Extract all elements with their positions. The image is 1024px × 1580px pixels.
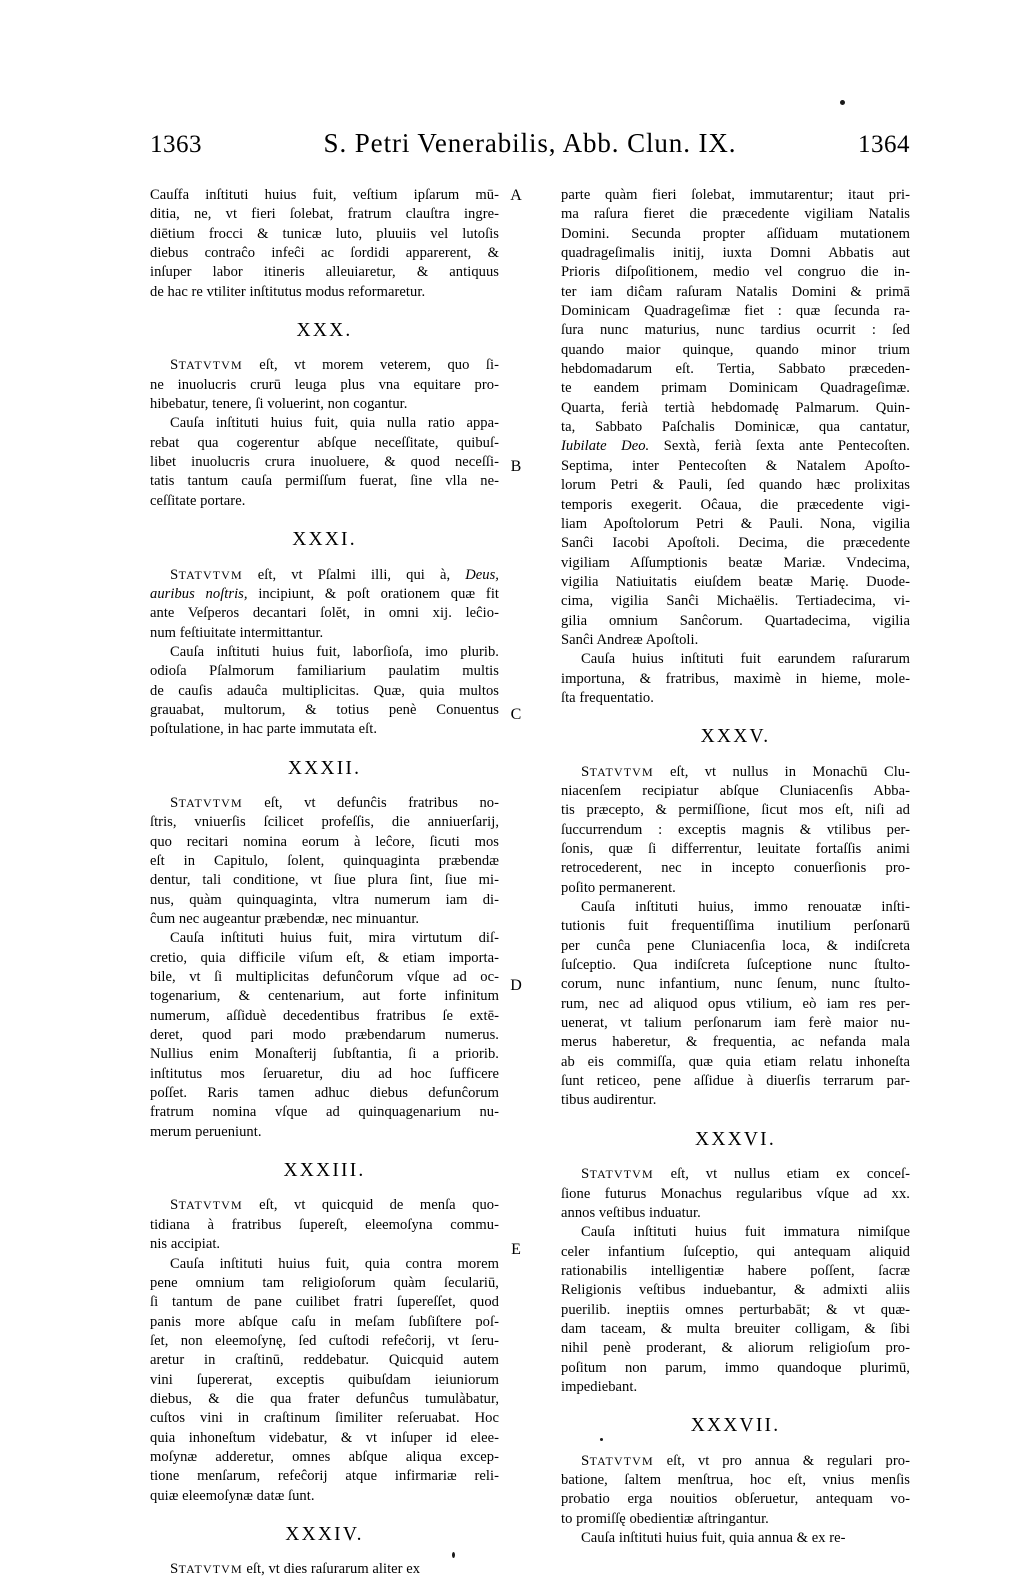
text-line: annos veſtibus induatur. — [561, 1204, 701, 1221]
text-line: Religionis veſtibus induebantur, & admixti aliis — [561, 1282, 910, 1299]
text-line: STATVTVM eſt, vt dies raſurarum aliter ex — [170, 1561, 421, 1578]
text-line: vigiliam Aſſumptionis beatæ Mariæ. Vndecima, — [561, 554, 910, 571]
drop-capital: S — [170, 566, 179, 583]
text-line: ſione futurus Monachus regularibus vſque ad xx. — [561, 1185, 910, 1202]
chapter-number: XXXI. — [292, 529, 357, 551]
text-line: ſet, non eleemoſynę, ſed cuſtodi refeĉorij, vt ſeru- — [150, 1332, 499, 1349]
text-line: moſynæ adderetur, omnes abſque aliqua excep- — [150, 1448, 499, 1465]
text-line: num feſtiuitate intermittantur. — [150, 624, 324, 641]
chapter-number: XXXIII. — [283, 1160, 366, 1182]
small-caps-incipit: STATVTVM — [581, 763, 654, 780]
text-line: poſito permanerent. — [561, 879, 676, 896]
text-line: ab eis commiſſa, quæ quia etiam relatu inhoneſta — [561, 1053, 910, 1070]
text-line: Cauſfa inſtituti huius fuit, veſtium ipſarum mū- — [150, 187, 499, 203]
vertical-space — [150, 550, 499, 566]
text-line: importuna, & fratribus, maximè in hieme, mole- — [561, 670, 910, 687]
text-line: STATVTVM eſt, vt nullus in Monachū Clu- — [581, 763, 911, 780]
text-line: ſta frequentatio. — [561, 689, 654, 706]
text-line: ſunt reticeo, pene aſſidue à diuerſis terrarum par- — [561, 1073, 910, 1090]
text-line: nihil penè proderant, & aliorum religioſum pro- — [561, 1340, 910, 1357]
text-line: diebus, & die qua frater defunĉus tumulàbatur, — [150, 1390, 499, 1407]
text-line: merus haberetur, & frequentia, ac nefanda mala — [561, 1034, 910, 1051]
text-line: temporis exegerit. Oĉaua, die præcedente vigi- — [561, 496, 910, 513]
vertical-space — [561, 1397, 910, 1416]
text-line: fratrum nomina vſque ad quinquagenarium nu- — [150, 1104, 499, 1121]
ink-speck-mid — [600, 1438, 603, 1441]
text-line: rum, nec ad aliquod opus vtilium, eò iam res per- — [561, 995, 910, 1012]
chapter-number: XXXVII. — [690, 1415, 781, 1437]
chapter-number: XXXV. — [700, 726, 771, 748]
running-head — [150, 128, 910, 172]
text-line: ne inuolucris crurū leuga plus vna equitare pro- — [150, 376, 499, 393]
italic-quotation: Iubilate Deo. — [561, 438, 650, 455]
text-line: Septima, inter Pentecoſten & Natalem Apoſto- — [561, 457, 910, 474]
text-line: tione menſarum, refeĉorij atque infirmariæ reli- — [150, 1468, 499, 1485]
text-line: vini ſupererat, exceptis quibuſdam ieiuniorum — [150, 1371, 499, 1388]
drop-capital: S — [170, 794, 179, 811]
text-line: tibus audirentur. — [561, 1092, 657, 1109]
text-line: Iubilate Deo. Sextà, ferià ſexta ante Pentecoſten. — [561, 438, 910, 455]
text-line: Cauſa inſtituti huius fuit immatura nimiſque — [581, 1224, 910, 1241]
drop-capital: S — [581, 1452, 590, 1469]
text-line: panis more abſque caſu in meſam ſubſiſtere poſ- — [150, 1313, 499, 1330]
text-line: ſtris, vniuerſis ſcilicet profeſſis, die anniuerſarij, — [150, 814, 499, 831]
chapter-number: XXXIV. — [285, 1523, 364, 1545]
text-line: ſura nunc maturius, nunc tardius ocurrit : ſed — [561, 322, 910, 339]
text-line: Sanĉi Andreæ Apoſtoli. — [561, 631, 699, 648]
small-caps-incipit: STATVTVM — [170, 1561, 243, 1578]
marginal-reference-letter: C — [510, 706, 522, 723]
vertical-space — [150, 1506, 499, 1525]
text-line: STATVTVM eſt, vt defunĉis fratribus no- — [170, 794, 499, 811]
text-line: rationabilis intelligentiæ habere poſſent, ſacræ — [561, 1262, 910, 1279]
text-line: Domini. Secunda propter aſſiduam mutationem — [561, 225, 910, 242]
text-line: pene omnium tam religioſorum quàm ſeculariū, — [150, 1274, 499, 1291]
text-line: te eandem primam Dominicam Quadrageſimæ. — [561, 380, 910, 397]
text-line: odioſa Pſalmorum familiarium paulatim multis — [150, 663, 499, 680]
text-line: cretio, quia difficile viſum eſt, & etiam importa- — [150, 949, 499, 966]
text-line: Prioris diſpoſitionem, medio vel congruo die in- — [561, 264, 910, 281]
text-line: Dominicam Quadrageſimæ fiet : quæ ſecunda ra- — [561, 303, 910, 320]
vertical-space — [150, 1180, 499, 1196]
vertical-space — [150, 302, 499, 321]
text-line: quando maior quinque, quando minor trium — [561, 341, 910, 358]
text-line: ta, Sabbato Paſchalis Dominicæ, qua cantatur, — [561, 419, 910, 436]
text-line: tis præcepto, & permiſſione, ſicut mos eſt, niſi ad — [561, 802, 910, 819]
text-line: quiæ eleemoſynæ datæ ſunt. — [150, 1487, 315, 1504]
text-line: quo recitari nomina eorum à leĉore, ſicuti mos — [150, 833, 499, 850]
text-line: corum, nunc infantium, nunc ſenum, nunc ſtulto- — [561, 976, 910, 993]
vertical-space — [561, 1111, 910, 1130]
text-line: ma raſura fieret die præcedente vigiliam Natalis — [561, 206, 910, 223]
text-line: quadrageſimalis initij, iuxta Domni Abbatis aut — [561, 245, 910, 262]
text-line: rebat qua cogerentur abſque neceſſitate, quibuſ- — [150, 434, 499, 451]
text-line: Cauſa inſtituti huius fuit, quia nulla ratio appa- — [170, 415, 499, 432]
small-caps-incipit: STATVTVM — [170, 1197, 243, 1214]
drop-capital: S — [581, 763, 590, 780]
text-line: poſtulatione, in hac parte immutata eſt. — [150, 721, 378, 738]
text-line: probatio erga nouitios obſeruetur, antequam vo- — [561, 1491, 910, 1508]
text-line: ceſſitate portare. — [150, 492, 246, 509]
vertical-space — [150, 340, 499, 356]
text-line: batione, ſaltem menſtrua, hoc eſt, vnius menſis — [561, 1471, 910, 1488]
text-line: ĉum nec augeantur præbendæ, nec minuantur. — [150, 911, 420, 927]
text-line: Sanĉi Iacobi Apoſtoli. Decima, die præcedente — [561, 535, 910, 552]
vertical-space — [561, 1149, 910, 1165]
text-line: poſitum non parum, immo quandoque plurimū, — [561, 1359, 910, 1376]
text-line: poſſet. Raris tamen adhuc diebus defunĉorum — [150, 1085, 499, 1102]
vertical-space — [150, 511, 499, 530]
text-line: STATVTVM eſt, vt quicquid de menſa quo- — [170, 1197, 499, 1214]
chapter-number: XXX. — [296, 320, 353, 342]
text-line: Cauſa inſtituti huius, immo renouatæ inſti- — [581, 899, 910, 916]
text-line: per cunĉa pene Cluniacenſia loca, & indiſcreta — [561, 937, 910, 954]
text-line: ſuccurrendum : exceptis magnis & vtilibus per- — [561, 821, 910, 838]
text-line: ſi tantum de pane cuilibet fratri ſupereſſet, quod — [150, 1294, 499, 1311]
vertical-space — [561, 1436, 910, 1452]
text-line: togenarium, & centenarium, aut forte infinitum — [150, 988, 499, 1005]
small-caps-incipit: STATVTVM — [581, 1452, 654, 1469]
text-line: puerilib. ineptiis omnes perturbabāt; & vt quæ- — [561, 1301, 910, 1318]
text-line: retrocederent, nec in incepto conuerſionis pro- — [561, 860, 910, 877]
text-line: eſt in Capitulo, ſolent, quinquaginta præbendæ — [150, 852, 499, 869]
small-caps-incipit: STATVTVM — [170, 566, 243, 583]
text-line: impediebant. — [561, 1378, 638, 1395]
ink-speck-footer — [452, 1552, 455, 1558]
text-line: tatis tantum cauſa permiſſum fuerat, ſine vlla ne- — [150, 473, 499, 490]
text-line: hebdomadarum eſt. Tertia, Sabbato præceden- — [561, 361, 910, 378]
small-caps-incipit: STATVTVM — [170, 357, 243, 374]
chapter-number: XXXVI. — [695, 1128, 776, 1150]
drop-capital: S — [170, 1197, 179, 1214]
drop-capital: S — [170, 1561, 179, 1578]
text-line: lorum Petri & Pauli, ſed quando hæc prolixitas — [561, 477, 910, 494]
vertical-space — [150, 1142, 499, 1161]
vertical-space — [561, 708, 910, 727]
text-line: inſtitutus mos ſeruaretur, diu ad hoc ſufficere — [150, 1065, 499, 1082]
text-line: Quarta, ferià tertià hebdomadę Palmarum. Quin- — [561, 399, 910, 416]
text-line: Cauſa inſtituti huius fuit, quia contra morem — [170, 1255, 499, 1272]
text-line: parte quàm fieri ſolebat, immutarentur; itaut pri- — [561, 187, 910, 203]
text-line: uenerat, vt talium perſonarum iam ferè maior nu- — [561, 1015, 910, 1032]
text-line: hibebatur, tenere, ſi voluerint, non cogantur. — [150, 396, 408, 413]
text-line: STATVTVM eſt, vt morem veterem, quo ſi- — [170, 357, 500, 374]
chapter-number: XXXII. — [287, 757, 362, 779]
text-line: ter iam diĉam raſuram Natalis Domini & primā — [561, 283, 910, 300]
text-line: quia inhoneſtum videbatur, & vt inſuper id elee- — [150, 1429, 499, 1446]
marginal-reference-letter: D — [510, 977, 522, 994]
text-line: nis accipiat. — [150, 1236, 221, 1253]
text-line: Cauſa inſtituti huius fuit, laborſioſa, imo plurib. — [170, 643, 499, 660]
text-line: tidiana à fratribus ſupereſt, eleemoſyna commu- — [150, 1216, 499, 1233]
text-line: dentur, tali conditione, vt ſiue plura ſint, ſiue mi- — [150, 872, 499, 889]
folio-number-left: 1363 — [150, 131, 202, 158]
text-line: gilia omnium Sanĉorum. Quartadecima, vigilia — [561, 612, 910, 629]
text-line: de hac re vtiliter inſtitutus modus reformaretur. — [150, 283, 426, 300]
text-line: numerum, aſſiduè decedentibus fratribus ſe extē- — [150, 1007, 499, 1024]
vertical-space — [150, 740, 499, 759]
folio-number-right: 1364 — [858, 131, 910, 158]
text-line: auribus noſtris, incipiunt, & poſt orationem quæ fit — [150, 585, 499, 602]
marginal-reference-letter: B — [510, 458, 522, 475]
drop-capital: S — [170, 357, 179, 374]
text-line: cima, vigilia Sanĉi Michaëlis. Tertiadecima, vi- — [561, 593, 910, 610]
text-line: deret, quod pari modo præbendarum numerus. — [150, 1027, 499, 1044]
text-line: diētium frocci & tunicæ luto, pluuiis vel lutoſis — [150, 225, 499, 242]
text-line: ante Veſperos decantari ſolĕt, in omni xij. leĉio- — [150, 605, 499, 622]
text-line: celer infantium ſuſceptio, qui antequam aliquid — [561, 1243, 910, 1260]
vertical-space — [150, 1544, 499, 1560]
vertical-space — [150, 778, 499, 794]
text-line: aretur in craſtinū, reddebatur. Quicquid autem — [150, 1352, 499, 1369]
text-line: Cauſa inſtituti huius fuit, mira virtutum diſ- — [170, 930, 499, 947]
text-column-right — [561, 186, 910, 1548]
text-line: STATVTVM eſt, vt Pſalmi illi, qui à, Deus, — [170, 566, 499, 583]
text-line: dam taceam, & multa breuiter colligam, & ſibi — [561, 1320, 910, 1337]
text-line: Cauſa inſtituti huius fuit, quia annua & ex re- — [581, 1530, 846, 1546]
text-line: STATVTVM eſt, vt nullus etiam ex conceſ- — [581, 1166, 911, 1183]
text-line: ſuſceptio. Qua indiſcreta ſuſceptione nunc ſtulto- — [561, 957, 910, 974]
text-line: STATVTVM eſt, vt pro annua & regulari pro- — [581, 1452, 910, 1469]
text-line: diebus contraĉo infeĉi ac ſordidi apparerent, & — [150, 245, 499, 262]
text-line: libet inuolucris crura inuoluere, & quod neceſſi- — [150, 454, 499, 471]
text-column-left — [150, 186, 499, 1580]
text-line: grauabat, multorum, & totius penè Conuentus — [150, 701, 499, 718]
text-line: bile, vt ſi multiplicitas defunĉorum vſque ad oc- — [150, 969, 499, 986]
text-line: ſonis, quæ ſi differrentur, leuitate fortaſſis animi — [561, 841, 910, 857]
text-line: to promiſſę obedientiæ aſtringantur. — [561, 1510, 769, 1527]
text-line: de cauſis adauĉa multiplicitas. Quæ, quia multos — [150, 682, 499, 699]
text-line: ditia, ne, vt fieri ſolebat, fratrum clauſtra ingre- — [150, 206, 499, 223]
text-line: liam Apoſtolorum Petri & Pauli. Nona, vigilia — [561, 515, 910, 532]
marginal-reference-letter: E — [511, 1241, 521, 1258]
text-line: cuſtos vini in craſtinum ſimiliter reſeruabat. Hoc — [150, 1410, 499, 1427]
text-line: Nullius enim Monaſterij ſubſtantia, ſi a priorib. — [150, 1046, 499, 1063]
text-line: vigilia Natiuitatis eiuſdem beatæ Marię. Duode- — [561, 573, 910, 590]
small-caps-incipit: STATVTVM — [170, 794, 243, 811]
text-line: merum perueniunt. — [150, 1123, 262, 1140]
drop-capital: S — [581, 1166, 590, 1183]
text-line: niacenſem recipiatur abſque Cluniacenſis Abba- — [561, 782, 910, 799]
text-line: Cauſa huius inſtituti fuit earundem raſurarum — [581, 651, 910, 668]
small-caps-incipit: STATVTVM — [581, 1166, 654, 1183]
page-title: S. Petri Venerabilis, Abb. Clun. IX. — [323, 128, 737, 158]
italic-quotation: auribus noſtris, — [150, 585, 248, 602]
ink-speck-top — [840, 100, 845, 105]
text-line: inſuper labor itineris alleuiaretur, & antiquus — [150, 264, 499, 281]
text-line: nus, quàm quinquaginta, vltra numerum iam di- — [150, 891, 499, 908]
text-line: tutionis fuit frequentiſſima inutilium perſonarū — [561, 918, 910, 935]
italic-quotation: Deus, — [465, 566, 499, 583]
vertical-space — [561, 747, 910, 763]
marginal-reference-letter: A — [510, 187, 522, 204]
